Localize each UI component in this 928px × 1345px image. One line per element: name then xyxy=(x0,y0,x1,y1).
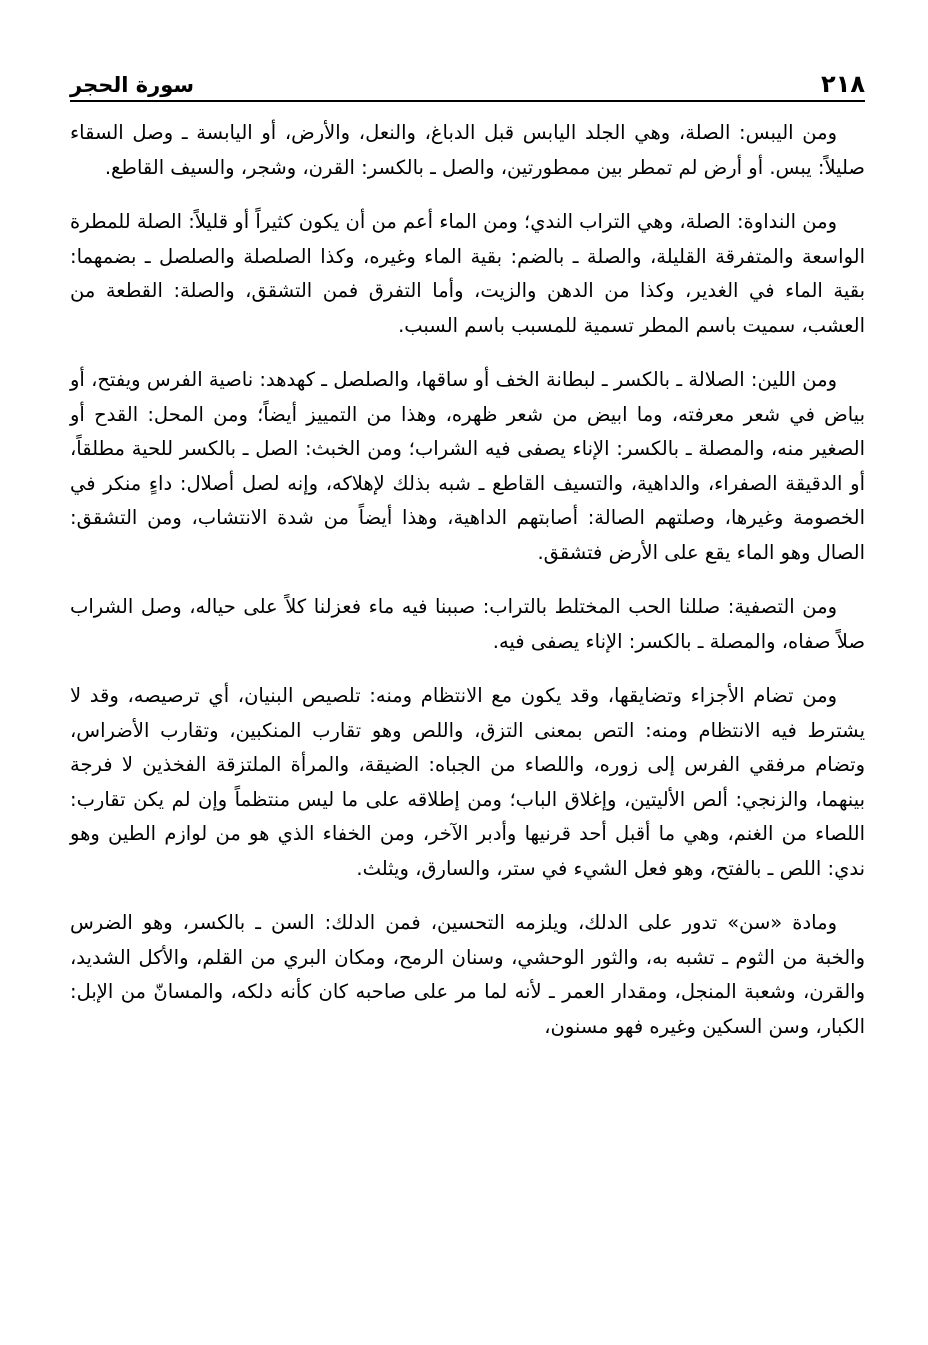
paragraph-purification: ومن التصفية: صللنا الحب المختلط بالتراب: صببنا فيه ماء فعزلنا كلاً على حياله، وصل الشراب صلاً صفاه، والمصلة ـ بالكسر: الإناء يصفى فيه. xyxy=(70,595,865,653)
body-text xyxy=(70,116,865,1044)
running-header xyxy=(70,56,865,102)
paragraph-joining: ومن تضام الأجزاء وتضايقها، وقد يكون مع الانتظام ومنه: تلصيص البنيان، أي ترصيصه، وقد لا يشترط فيه الانتظام ومنه: التص بمعنى التزق، واللص وهو تقارب المنكبين، وتقارب الأضراس، وتضام مرفقي الفرس إلى زوره، واللصاء من الجباه: الضيقة، والمرأة الملتزقة الفخذين لا فرجة بينهما، والزنجي: ألص الأليتين، وإغلاق الباب؛ ومن إطلاقه على ما ليس منتظماً وإن لم يكن تقارب: اللصاء من الغنم، وهي ما أقبل أحد قرنيها وأدبر الآخر، ومن الخفاء الذي هو من لوازم الطين وهو ندي: اللص ـ بالفتح، وهو فعل الشيء في ستر، والسارق، ويثلث. xyxy=(70,684,865,880)
paragraph-softness: ومن اللين: الصلالة ـ بالكسر ـ لبطانة الخف أو ساقها، والصلصل ـ كهدهد: ناصية الفرس ويفتح، أو بياض في شعر معرفته، وما ابيض من شعر ظهره، وهذا من التمييز أيضاً؛ ومن المحل: القدح أو الصغير منه، والمصلة ـ بالكسر: الإناء يصفى فيه الشراب؛ ومن الخبث: الصل ـ بالكسر للحية مطلقاً، أو الدقيقة الصفراء، والداهية، والتسيف القاطع ـ شبه بذلك لإهلاكه، وإنه لصل أصلال: داءٍ منكر في الخصومة وغيرها، وصلتهم الصالة: أصابتهم الداهية، وهذا أيضاً من شدة الانتشاب، ومن التشقق: الصال وهو الماء يقع على الأرض فتشقق. xyxy=(70,368,865,564)
page-number: ٢١٨ xyxy=(821,70,865,98)
book-page xyxy=(70,56,865,1044)
paragraph-moisture: ومن النداوة: الصلة، وهي التراب الندي؛ ومن الماء أعم من أن يكون كثيراً أو قليلاً: الصلة للمطرة الواسعة والمتفرقة القليلة، والصلة ـ بالضم: بقية الماء وغيره، وكذا الصلصلة والصلصل ـ بضمهما: بقية الماء في الغدير، وكذا من الدهن والزيت، وأما التفرق فمن التشقق، والصلة: القطعة من العشب، سميت باسم المطر تسمية للمسبب باسم السبب. xyxy=(70,210,865,337)
paragraph-dryness: ومن اليبس: الصلة، وهي الجلد اليابس قبل الدباغ، والنعل، والأرض، أو اليابسة ـ وصل السقاء صليلاً: يبس. أو أرض لم تمطر بين ممطورتين، والصل ـ بالكسر: القرن، وشجر، والسيف القاطع. xyxy=(70,121,865,179)
surah-title: سورة الحجر xyxy=(70,73,195,97)
paragraph-root-sin: ومادة «سن» تدور على الدلك، ويلزمه التحسين، فمن الدلك: السن ـ بالكسر، وهو الضرس والخبة من الثوم ـ تشبه به، والثور الوحشي، وسنان الرمح، ومكان البري من القلم، والأكل الشديد، والقرن، وشعبة المنجل، ومقدار العمر ـ لأنه لما مر على صاحبه كان كأنه دلكه، والمسانّ من الإبل: الكبار، وسن السكين وغيره فهو مسنون، xyxy=(70,911,865,1038)
